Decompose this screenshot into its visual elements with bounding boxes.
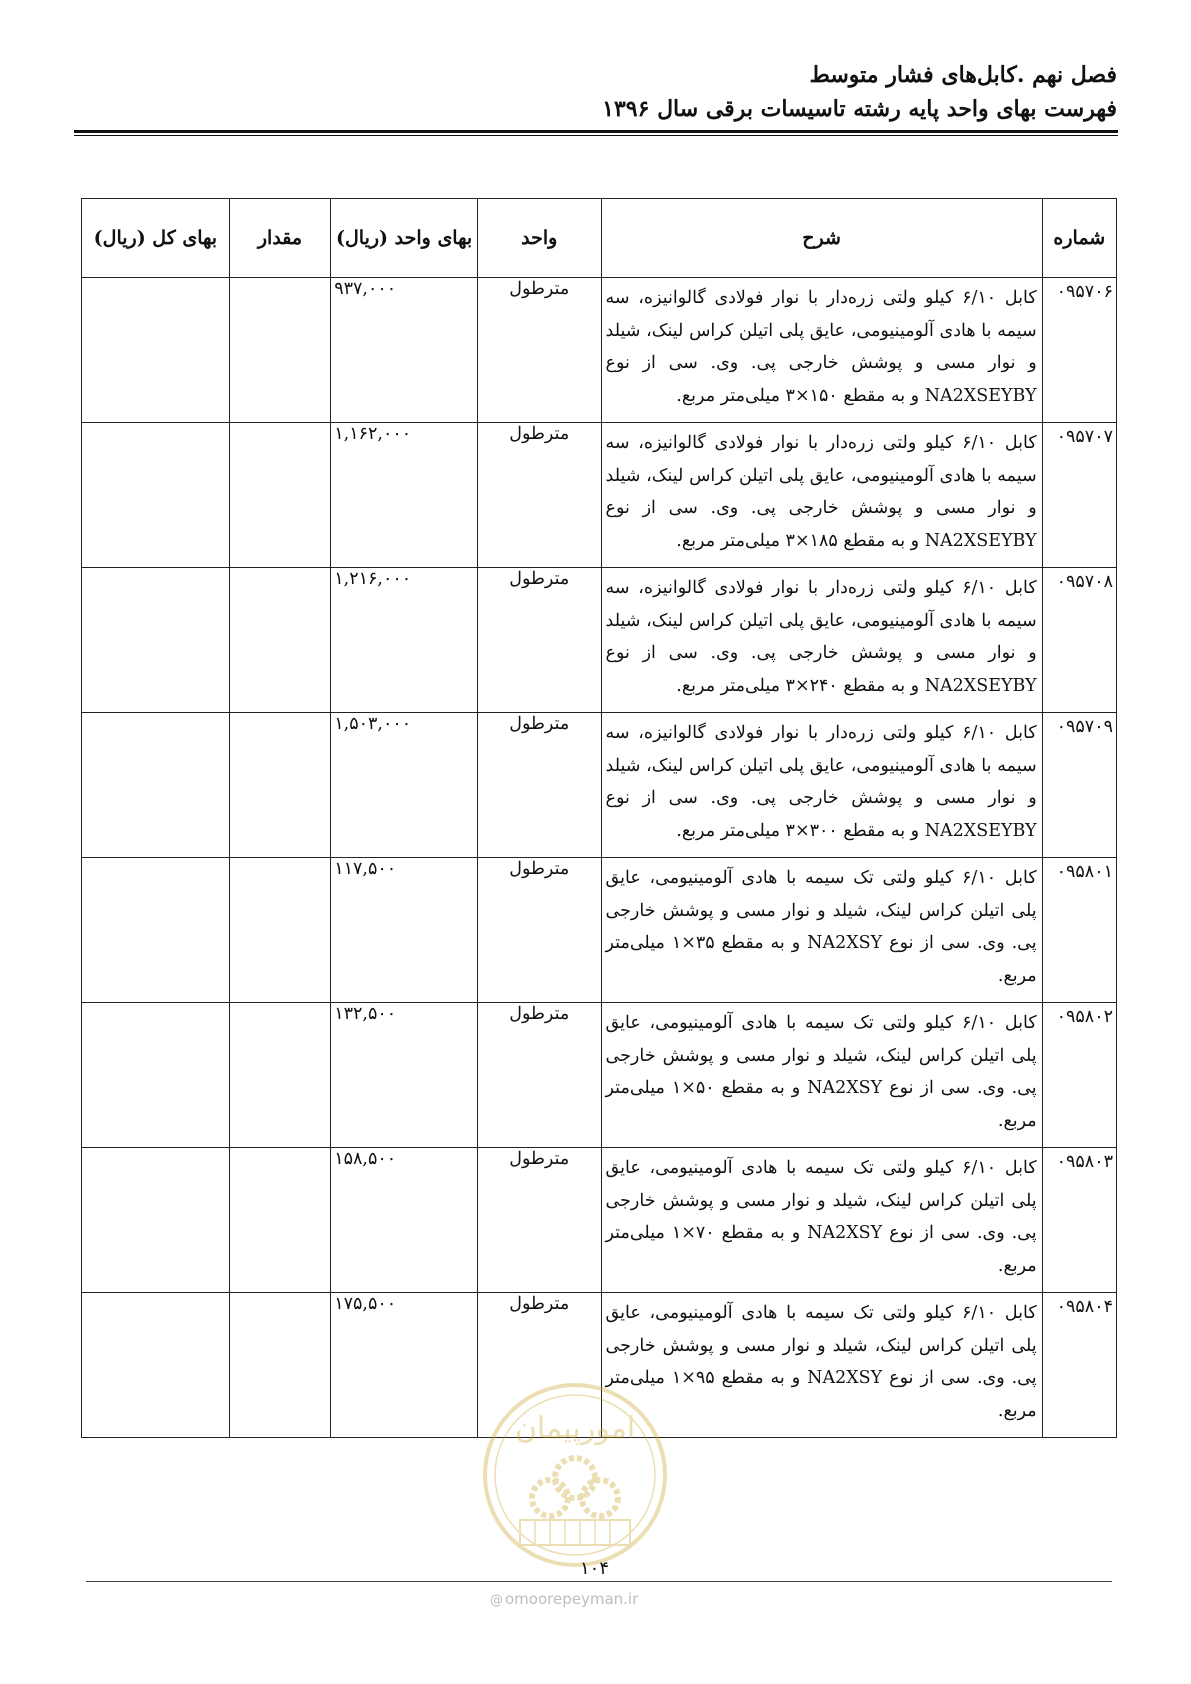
price-list-table: [81, 198, 1117, 1438]
item-code: ۰۹۵۸۰۳: [1042, 1148, 1116, 1293]
item-code: ۰۹۵۸۰۲: [1042, 1003, 1116, 1148]
item-unit: مترطول: [477, 713, 601, 858]
item-total: [82, 1293, 230, 1438]
item-code: ۰۹۵۷۰۷: [1042, 423, 1116, 568]
col-header-desc: شرح: [601, 199, 1042, 278]
item-quantity: [229, 423, 330, 568]
item-quantity: [229, 1003, 330, 1148]
item-code: ۰۹۵۷۰۸: [1042, 568, 1116, 713]
item-unit-price: ۱,۵۰۳,۰۰۰: [331, 713, 478, 858]
table-row: [82, 1003, 1117, 1148]
item-quantity: [229, 568, 330, 713]
item-quantity: [229, 1293, 330, 1438]
item-description: کابل ۶/۱۰ کیلو ولتی زره‌دار با نوار فولادی گالوانیزه، سه سیمه با هادی آلومینیومی، عایق پلی اتیلن کراس لینک، شیلد و نوار مسی و پوشش خارجی پی. وی. سی از نوع NA2XSEYBY و به مقطع ۱۵۰×۳ میلی‌متر مربع.: [601, 278, 1042, 423]
item-code: ۰۹۵۷۰۶: [1042, 278, 1116, 423]
item-unit: مترطول: [477, 568, 601, 713]
table-row: [82, 858, 1117, 1003]
item-unit: مترطول: [477, 1148, 601, 1293]
item-total: [82, 278, 230, 423]
table-row: [82, 713, 1117, 858]
item-unit-price: ۹۳۷,۰۰۰: [331, 278, 478, 423]
item-total: [82, 713, 230, 858]
item-description: کابل ۶/۱۰ کیلو ولتی تک سیمه با هادی آلومینیومی، عایق پلی اتیلن کراس لینک، شیلد و نوار مسی و پوشش خارجی پی. وی. سی از نوع NA2XSY و به مقطع ۵۰×۱ میلی‌متر مربع.: [601, 1003, 1042, 1148]
item-unit-price: ۱,۱۶۲,۰۰۰: [331, 423, 478, 568]
item-quantity: [229, 858, 330, 1003]
table-header-row: [82, 199, 1117, 278]
item-total: [82, 568, 230, 713]
item-description: کابل ۶/۱۰ کیلو ولتی تک سیمه با هادی آلومینیومی، عایق پلی اتیلن کراس لینک، شیلد و نوار مسی و پوشش خارجی پی. وی. سی از نوع NA2XSY و به مقطع ۹۵×۱ میلی‌متر مربع.: [601, 1293, 1042, 1438]
footer-rule: [86, 1581, 1112, 1582]
item-description: کابل ۶/۱۰ کیلو ولتی زره‌دار با نوار فولادی گالوانیزه، سه سیمه با هادی آلومینیومی، عایق پلی اتیلن کراس لینک، شیلد و نوار مسی و پوشش خارجی پی. وی. سی از نوع NA2XSEYBY و به مقطع ۱۸۵×۳ میلی‌متر مربع.: [601, 423, 1042, 568]
table-row: [82, 1148, 1117, 1293]
item-description: کابل ۶/۱۰ کیلو ولتی تک سیمه با هادی آلومینیومی، عایق پلی اتیلن کراس لینک، شیلد و نوار مسی و پوشش خارجی پی. وی. سی از نوع NA2XSY و به مقطع ۷۰×۱ میلی‌متر مربع.: [601, 1148, 1042, 1293]
table-row: [82, 568, 1117, 713]
item-unit: مترطول: [477, 1293, 601, 1438]
watermark-site: [490, 1590, 638, 1608]
table-row: [82, 278, 1117, 423]
item-description: کابل ۶/۱۰ کیلو ولتی تک سیمه با هادی آلومینیومی، عایق پلی اتیلن کراس لینک، شیلد و نوار مسی و پوشش خارجی پی. وی. سی از نوع NA2XSY و به مقطع ۳۵×۱ میلی‌متر مربع.: [601, 858, 1042, 1003]
item-unit-price: ۱۱۷,۵۰۰: [331, 858, 478, 1003]
item-total: [82, 423, 230, 568]
chapter-title: فصل نهم .کابل‌های فشار متوسط: [809, 62, 1117, 88]
item-description: کابل ۶/۱۰ کیلو ولتی زره‌دار با نوار فولادی گالوانیزه، سه سیمه با هادی آلومینیومی، عایق پلی اتیلن کراس لینک، شیلد و نوار مسی و پوشش خارجی پی. وی. سی از نوع NA2XSEYBY و به مقطع ۲۴۰×۳ میلی‌متر مربع.: [601, 568, 1042, 713]
svg-text:امورپیمان: امورپیمان: [514, 1411, 636, 1446]
item-total: [82, 1003, 230, 1148]
item-unit-price: ۱۷۵,۵۰۰: [331, 1293, 478, 1438]
globe-icon: @: [490, 1593, 503, 1608]
document-title: فهرست بهای واحد پایه رشته تاسیسات برقی سال ۱۳۹۶: [602, 96, 1117, 122]
col-header-qty: مقدار: [229, 199, 330, 278]
col-header-total: بهای کل (ریال): [82, 199, 230, 278]
watermark-site-text: omoorepeyman.ir: [505, 1590, 639, 1608]
header-rule-thick: [74, 130, 1118, 133]
page-header: [602, 58, 1117, 126]
item-quantity: [229, 278, 330, 423]
col-header-unit: واحد: [477, 199, 601, 278]
item-code: ۰۹۵۸۰۴: [1042, 1293, 1116, 1438]
header-rule-thin: [74, 135, 1118, 136]
item-code: ۰۹۵۸۰۱: [1042, 858, 1116, 1003]
col-header-code: شماره: [1042, 199, 1116, 278]
item-unit: مترطول: [477, 1003, 601, 1148]
watermark-stamp-icon: [480, 1380, 670, 1570]
item-unit: مترطول: [477, 423, 601, 568]
item-code: ۰۹۵۷۰۹: [1042, 713, 1116, 858]
col-header-price: بهای واحد (ریال): [331, 199, 478, 278]
item-unit-price: ۱۳۲,۵۰۰: [331, 1003, 478, 1148]
item-description: کابل ۶/۱۰ کیلو ولتی زره‌دار با نوار فولادی گالوانیزه، سه سیمه با هادی آلومینیومی، عایق پلی اتیلن کراس لینک، شیلد و نوار مسی و پوشش خارجی پی. وی. سی از نوع NA2XSEYBY و به مقطع ۳۰۰×۳ میلی‌متر مربع.: [601, 713, 1042, 858]
item-quantity: [229, 713, 330, 858]
item-unit-price: ۱۵۸,۵۰۰: [331, 1148, 478, 1293]
item-unit: مترطول: [477, 278, 601, 423]
table-row: [82, 423, 1117, 568]
page-number: ۱۰۴: [580, 1558, 610, 1579]
item-total: [82, 858, 230, 1003]
item-unit: مترطول: [477, 858, 601, 1003]
item-total: [82, 1148, 230, 1293]
item-unit-price: ۱,۲۱۶,۰۰۰: [331, 568, 478, 713]
item-quantity: [229, 1148, 330, 1293]
